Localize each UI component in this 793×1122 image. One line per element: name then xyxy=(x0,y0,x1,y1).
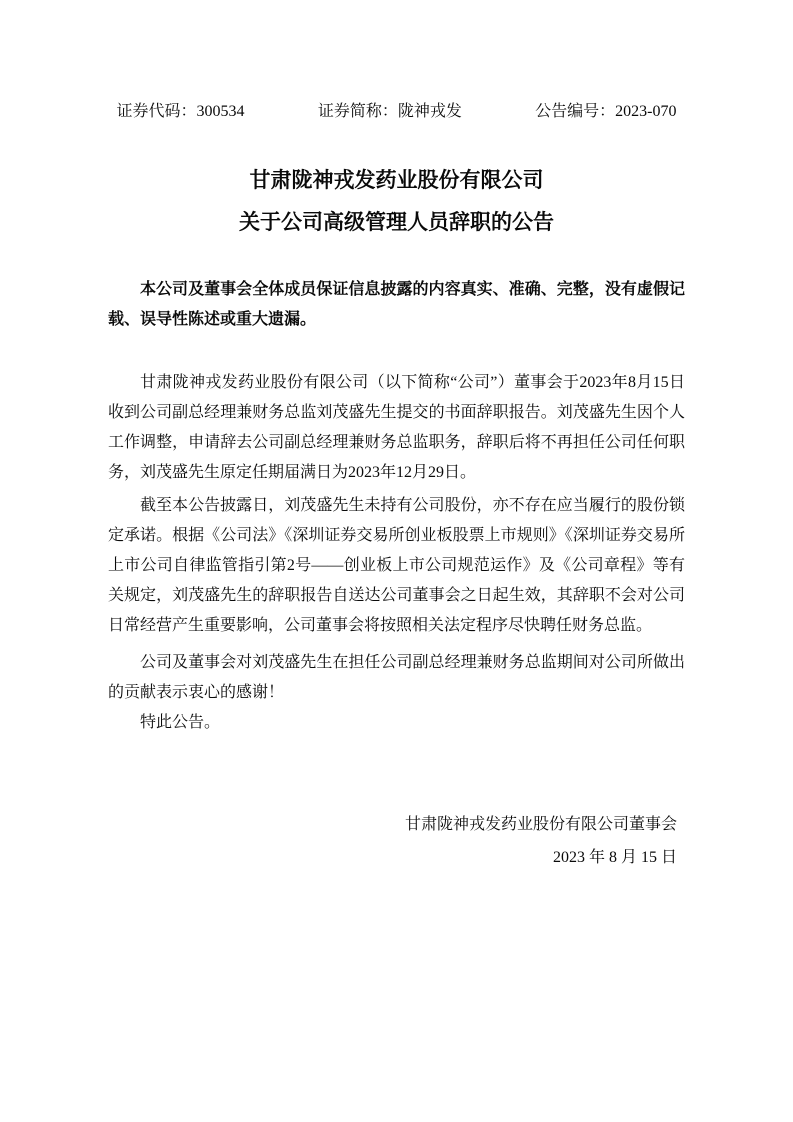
document-header xyxy=(117,0,677,122)
closing-statement: 特此公告。 xyxy=(140,714,221,731)
signature-date: 2023 年 8 月 15 日 xyxy=(552,849,677,866)
stock-name xyxy=(318,101,462,122)
announcement-number xyxy=(535,101,676,122)
stock-code-label: 证券代码： xyxy=(116,103,197,120)
stock-code xyxy=(117,101,245,122)
announcement-body xyxy=(108,368,685,738)
stock-code-value: 300534 xyxy=(196,103,245,120)
paragraph-resignation-report: 甘肃陇神戎发药业股份有限公司（以下简称“公司”）董事会于2023年8月15日收到公司副总经理兼财务总监刘茂盛先生提交的书面辞职报告。刘茂盛先生因个人工作调整，申请辞去公司副总经理兼财务总监职务，辞职后将不再担任公司任何职务，刘茂盛先生原定任期届满日为2023年12月29日。 xyxy=(108,374,685,481)
signature-company: 甘肃陇神戎发药业股份有限公司董事会 xyxy=(404,816,677,833)
document-title xyxy=(0,159,793,243)
paragraph-gratitude: 公司及董事会对刘茂盛先生在担任公司副总经理兼财务总监期间对公司所做出的贡献表示衷心的感谢！ xyxy=(108,654,685,701)
signature-block xyxy=(108,808,685,874)
stock-name-label: 证券简称： xyxy=(317,103,398,120)
announcement-number-value: 2023-070 xyxy=(615,103,677,120)
disclaimer-statement: 本公司及董事会全体成员保证信息披露的内容真实、准确、完整，没有虚假记载、误导性陈述或重大遗漏。 xyxy=(108,281,685,328)
stock-name-value: 陇神戎发 xyxy=(397,103,462,120)
paragraph-shareholding-and-rules: 截至本公告披露日，刘茂盛先生未持有公司股份，亦不存在应当履行的股份锁定承诺。根据《公司法》《深圳证券交易所创业板股票上市规则》《深圳证券交易所上市公司自律监管指引第2号——创业板上市公司规范运作》及《公司章程》等有关规定，刘茂盛先生的辞职报告自送达公司董事会之日起生效，其辞职不会对公司日常经营产生重要影响，公司董事会将按照相关法定程序尽快聘任财务总监。 xyxy=(108,497,685,634)
announcement-number-label: 公告编号： xyxy=(535,103,616,120)
doc-title-line1: 甘肃陇神戎发药业股份有限公司 xyxy=(249,168,544,192)
doc-title-line2: 关于公司高级管理人员辞职的公告 xyxy=(239,210,554,234)
